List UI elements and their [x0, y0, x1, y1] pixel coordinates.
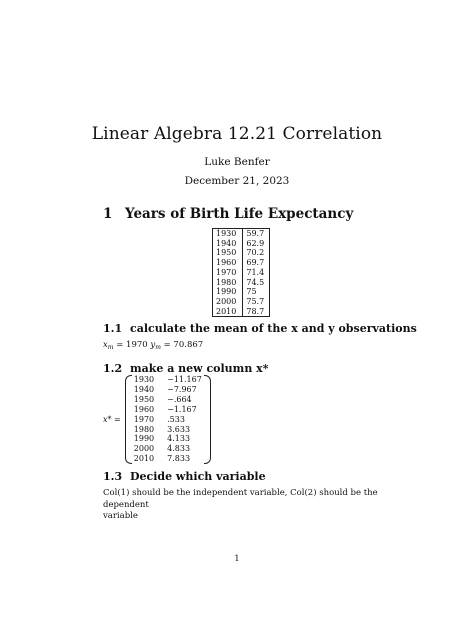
matrix-row [131, 454, 205, 464]
matrix-row [131, 395, 205, 405]
table-row [213, 248, 270, 258]
matrix-year-cell: 2010 [133, 454, 155, 464]
matrix-value-cell: 4.133 [167, 434, 191, 444]
paragraph-line: Col(1) should be the independent variable, Col(2) should be the dependent [103, 488, 378, 510]
table-row [213, 297, 270, 307]
matrix-row [131, 444, 205, 454]
matrix-value-cell: −.664 [167, 394, 192, 404]
subsection-title: make a new column x* [130, 362, 269, 375]
matrix-year-cell: 1940 [133, 384, 155, 394]
life-expectancy-cell: 74.5 [243, 278, 270, 288]
mean-equation: $x_m = 1970$ $y_m = 70.867$ [103, 340, 204, 351]
table-row [213, 239, 270, 249]
subsection-heading-new-column [103, 362, 268, 375]
life-expectancy-cell: 62.9 [243, 239, 270, 249]
ym-value: 70.867 [173, 340, 204, 350]
matrix-value-cell: −11.167 [167, 375, 202, 384]
subsection-heading-variable [103, 470, 266, 483]
matrix-table [131, 375, 205, 464]
table-row [213, 278, 270, 288]
matrix-value-cell: 4.833 [167, 444, 191, 454]
matrix-row [131, 385, 205, 395]
document-author: Luke Benfer [204, 156, 270, 168]
matrix-year-cell: 2000 [133, 444, 155, 454]
matrix-year-cell: 1990 [133, 434, 155, 444]
matrix-row [131, 425, 205, 435]
life-expectancy-cell: 75.7 [243, 297, 270, 307]
matrix-row [131, 415, 205, 425]
life-expectancy-cell: 71.4 [243, 268, 270, 278]
xm-value: 1970 [126, 340, 148, 350]
table-row [213, 258, 270, 268]
year-cell: 1930 [213, 229, 243, 239]
xm-symbol: $x_m$ [103, 340, 114, 351]
matrix-year-cell: 1960 [133, 404, 155, 414]
matrix-row [131, 434, 205, 444]
matrix-label: x* = [103, 415, 121, 425]
data-table [212, 228, 270, 317]
ym-symbol: $y_m$ [150, 340, 161, 351]
section-title: Years of Birth Life Expectancy [125, 206, 354, 222]
subsection-heading-mean [103, 322, 417, 335]
subsection-number: 1.2 [103, 362, 123, 375]
x-star-matrix [125, 375, 211, 464]
life-expectancy-cell: 59.7 [243, 229, 270, 239]
variable-paragraph [103, 488, 393, 523]
table-row [213, 268, 270, 278]
year-cell: 2000 [213, 297, 243, 307]
matrix-row [131, 375, 205, 385]
subsection-title: Decide which variable [130, 470, 266, 483]
year-cell: 1950 [213, 248, 243, 258]
table-row [213, 229, 270, 239]
page-number: 1 [234, 554, 240, 564]
subsection-number: 1.1 [103, 322, 123, 335]
matrix-value-cell: 7.833 [167, 454, 191, 464]
year-cell: 1990 [213, 287, 243, 297]
subsection-number: 1.3 [103, 470, 123, 483]
matrix-value-cell: −7.967 [167, 384, 197, 394]
data-table-container [212, 228, 270, 317]
section-number: 1 [103, 206, 113, 222]
matrix-year-cell: 1950 [133, 394, 155, 404]
life-expectancy-cell: 78.7 [243, 307, 270, 317]
year-cell: 1960 [213, 258, 243, 268]
subsection-title: calculate the mean of the x and y observations [130, 322, 417, 335]
year-cell: 1970 [213, 268, 243, 278]
matrix-value-cell: 3.633 [167, 424, 191, 434]
matrix-value-cell: .533 [167, 414, 185, 424]
x-star-equation [103, 375, 211, 464]
year-cell: 1940 [213, 239, 243, 249]
document-date: December 21, 2023 [184, 175, 290, 187]
life-expectancy-cell: 70.2 [243, 248, 270, 258]
year-cell: 1980 [213, 278, 243, 288]
table-row [213, 307, 270, 317]
table-row [213, 287, 270, 297]
document-title: Linear Algebra 12.21 Correlation [91, 124, 383, 144]
year-cell: 2010 [213, 307, 243, 317]
paragraph-line: variable [103, 511, 138, 521]
matrix-year-cell: 1980 [133, 424, 155, 434]
matrix-value-cell: −1.167 [167, 404, 197, 414]
section-heading [103, 206, 353, 222]
matrix-year-cell: 1930 [133, 375, 155, 384]
matrix-row [131, 405, 205, 415]
matrix-year-cell: 1970 [133, 414, 155, 424]
life-expectancy-cell: 75 [243, 287, 270, 297]
life-expectancy-cell: 69.7 [243, 258, 270, 268]
